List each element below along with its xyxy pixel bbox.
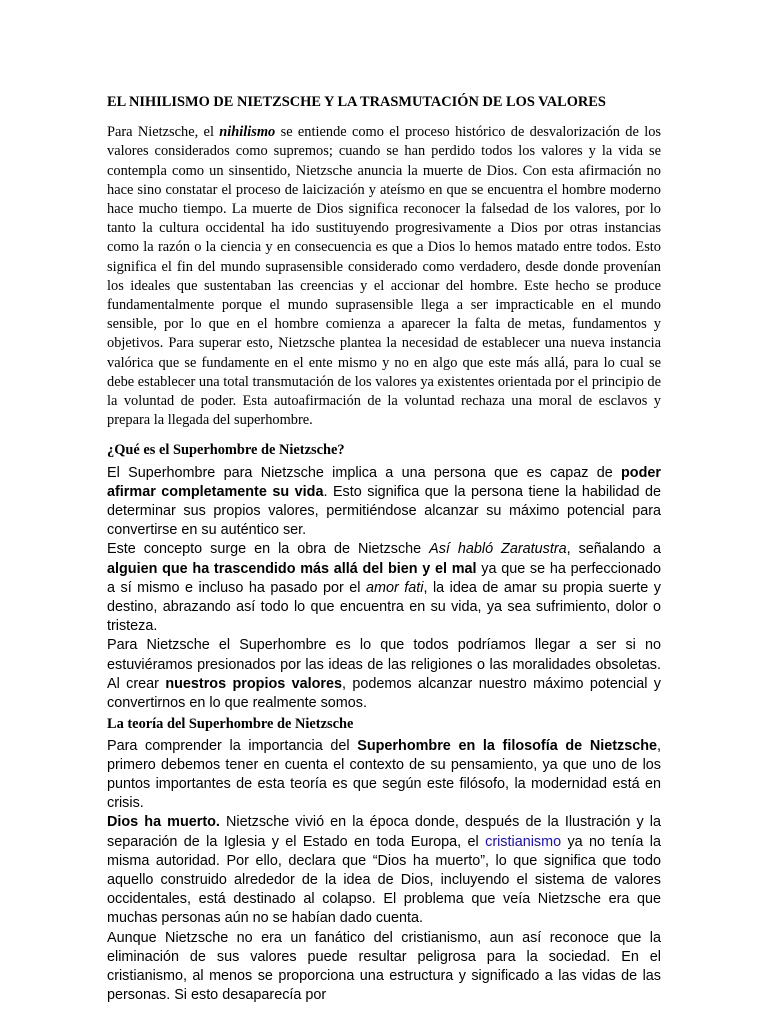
section-heading-que-es: ¿Qué es el Superhombre de Nietzsche? (107, 442, 345, 459)
bold-phrase: poder afirmar completamente su vida (107, 464, 661, 500)
text-run: Nietzsche vivió en la época donde, después de la Ilustración y la separación de la Iglesia y el Estado en toda Europa, el (107, 814, 662, 850)
text-run: , señalando a (566, 541, 661, 558)
paragraph-nihilismo (107, 123, 661, 430)
text-run: Aunque Nietzsche no era un fanático del cristianismo, aun así reconoce que la eliminación de sus valores puede resultar peligrosa para la sociedad. En el cristianismo, al menos se proporciona una estructura y significado a las vidas de las personas. Si esto desaparecía por (107, 929, 661, 1004)
text-run: , la idea de amar su propia suerte y destino, abrazando así todo lo que encuentra en su vida, ya sea sufrimiento, dolor o tristeza. (107, 579, 661, 635)
bold-phrase: nuestros propios valores (165, 675, 343, 692)
text-run: , primero debemos tener en cuenta el contexto de su pensamiento, ya que uno de los puntos importantes de esta teoría es que según este filósofo, la modernidad está en crisis. (107, 737, 662, 812)
document-title: EL NIHILISMO DE NIETZSCHE Y LA TRASMUTACIÓN DE LOS VALORES (107, 94, 606, 110)
paragraph-zaratustra (107, 540, 661, 636)
text-run: El Superhombre para Nietzsche implica a una persona que es capaz de (107, 464, 622, 481)
text-run: ya no tenía la misma autoridad. Por ello, declara que “Dios ha muerto”, lo que significa que todo aquello construido alrededor de la idea de Dios, incluyendo el sistema de valores occidentales, está destinado al colapso. El problema que veía Nietzsche era que muchas personas aún no se habían dado cuenta. (107, 833, 661, 927)
text-run: se entiende como el proceso histórico de desvalorización de los valores considerados como supremos; cuando se han perdido todos los valores y la vida se contempla como un sinsentido, Nietzsche anuncia la muerte de Dios. Con esta afirmación no hace sino constatar el proceso de laicización y ateísmo en que se encuentra el hombre moderno hace mucho tiempo. La muerte de Dios significa reconocer la falsedad de los valores, por lo tanto la cultura occidental ha ido sustituyendo progresivamente a Dios por otras instancias como la razón o la ciencia y en consecuencia es que a Dios lo hemos matado entre todos. Esto significa el fin del mundo suprasensible considerado como verdadero, desde donde provenían los ideales que sustentaban las creencias y el accionar del hombre. Este hecho se produce fundamentalmente porque el mundo suprasensible llega a ser impracticable en el mundo sensible, por lo que en el hombre comienza a aparecer la falta de metas, fundamentos y objetivos. Para superar esto, Nietzsche plantea la necesidad de establecer una nueva instancia valórica que se fundamente en el ente mismo y no en algo que este más allá, para lo cual se debe establecer una total transmutación de los valores ya existentes orientada por el principio de la voluntad de poder. Esta autoafirmación de la voluntad rechaza una moral de esclavos y prepara la llegada del superhombre. (107, 124, 661, 429)
emphasis-nihilismo: nihilismo (219, 124, 276, 141)
bold-phrase: Superhombre en la filosofía de Nietzsche (357, 737, 658, 754)
text-run: , podemos alcanzar nuestro máximo potencial y convertirnos en lo que realmente somos. (107, 675, 661, 712)
paragraph-propios-valores (107, 636, 661, 713)
text-run: Este concepto surge en la obra de Nietzsche (107, 541, 430, 558)
section-heading-teoria: La teoría del Superhombre de Nietzsche (107, 716, 354, 733)
book-title: Así habló Zaratustra (429, 541, 567, 558)
text-run: Para comprender la importancia del (107, 737, 358, 754)
paragraph-cristianismo (107, 929, 661, 1006)
bold-phrase: Dios ha muerto. (107, 814, 220, 831)
document-page (107, 93, 661, 1005)
cristianismo-link[interactable]: cristianismo (485, 833, 562, 850)
paragraph-dios-ha-muerto (107, 813, 661, 928)
paragraph-superhombre-definicion (107, 464, 661, 541)
text-run: Para Nietzsche, el (107, 124, 220, 141)
paragraph-importancia (107, 737, 661, 814)
bold-phrase: alguien que ha trascendido más allá del bien y el mal (107, 560, 477, 577)
text-run: . Esto significa que la persona tiene la habilidad de determinar sus propios valores, permitiéndose alcanzar su máximo potencial para convertirse en su auténtico ser. (107, 483, 661, 539)
text-run: Para Nietzsche el Superhombre es lo que todos podríamos llegar a ser si no estuviéramos presionados por las ideas de las religiones o las moralidades obsoletas. Al crear (107, 637, 661, 692)
italic-term: amor fati (366, 579, 424, 596)
text-run: ya que se ha perfeccionado a sí mismo e incluso ha pasado por el (107, 560, 661, 596)
